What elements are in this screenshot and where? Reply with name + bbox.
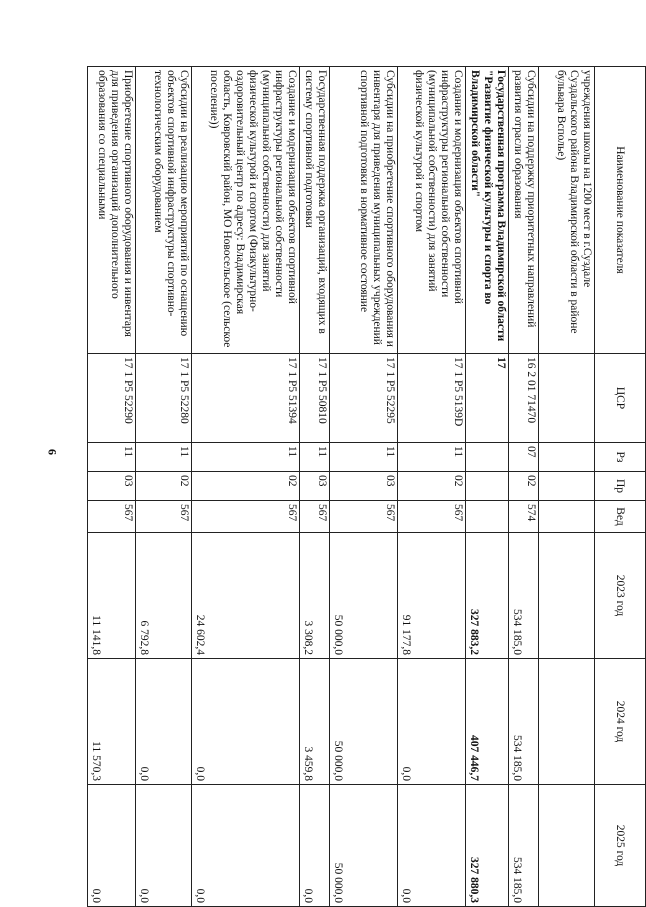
table-row xyxy=(398,67,466,907)
row-2023: 534 185,0 xyxy=(509,533,539,659)
table-row xyxy=(539,67,595,907)
row-ved xyxy=(539,501,595,533)
row-csr: 17 1 Р5 50810 xyxy=(300,354,330,443)
row-csr: 17 xyxy=(466,354,509,443)
row-pr: 02 xyxy=(192,472,300,501)
row-csr: 16 2 01 71470 xyxy=(509,354,539,443)
row-name: Субсидии на реализацию мероприятий по оснащению объектов спортивной инфраструктуры спортивно-технологическим оборудованием xyxy=(136,67,192,354)
row-name: Субсидии на приобретение спортивного оборудования и инвентаря для приведения муниципальных учреждений спортивной подготовки в нормативное состояние xyxy=(330,67,398,354)
row-rz: 11 xyxy=(398,443,466,472)
row-name: учреждения школы на 1200 мест в г.Суздале Суздальского района Владимирской области в районе бульвара Всполье) xyxy=(539,67,595,354)
row-pr xyxy=(539,472,595,501)
header-2025: 2025 год xyxy=(595,785,646,907)
table-row xyxy=(136,67,192,907)
row-2025 xyxy=(539,785,595,907)
header-rz: Рз xyxy=(595,443,646,472)
row-2024: 534 185,0 xyxy=(509,659,539,785)
row-2025: 50 000,0 xyxy=(330,785,398,907)
header-pr: Пр xyxy=(595,472,646,501)
table-header-row xyxy=(595,67,646,907)
row-name: Субсидии на поддержку приоритетных направлений развития отрасли образования xyxy=(509,67,539,354)
row-2024: 0,0 xyxy=(398,659,466,785)
row-ved: 567 xyxy=(192,501,300,533)
row-2025: 0,0 xyxy=(192,785,300,907)
table-row xyxy=(88,67,136,907)
row-ved: 574 xyxy=(509,501,539,533)
row-csr: 17 1 Р5 52280 xyxy=(136,354,192,443)
row-pr: 02 xyxy=(398,472,466,501)
row-ved: 567 xyxy=(88,501,136,533)
row-pr: 03 xyxy=(88,472,136,501)
row-rz: 07 xyxy=(509,443,539,472)
row-rz: 11 xyxy=(330,443,398,472)
row-name: Государственная поддержка организаций, входящих в систему спортивной подготовки xyxy=(300,67,330,354)
row-2023: 3 308,2 xyxy=(300,533,330,659)
row-2023 xyxy=(539,533,595,659)
header-csr: ЦСР xyxy=(595,354,646,443)
row-pr: 02 xyxy=(509,472,539,501)
row-rz: 11 xyxy=(88,443,136,472)
row-csr: 17 1 Р5 52295 xyxy=(330,354,398,443)
table-row xyxy=(509,67,539,907)
row-pr: 03 xyxy=(300,472,330,501)
row-csr: 17 1 Р5 51394 xyxy=(192,354,300,443)
row-ved xyxy=(466,501,509,533)
rotated-page-content xyxy=(90,66,646,906)
row-csr: 17 1 Р5 52290 xyxy=(88,354,136,443)
row-rz xyxy=(539,443,595,472)
row-name: Создание и модернизация объектов спортивной инфраструктуры региональной собственности (муниципальной собственности) для занятий физической культурой и спортом xyxy=(398,67,466,354)
rotated-table-container xyxy=(90,66,646,906)
row-name: Приобретение спортивного оборудования и инвентаря для приведения организаций дополнительного образования со специальными xyxy=(88,67,136,354)
row-rz: 11 xyxy=(136,443,192,472)
row-2024 xyxy=(539,659,595,785)
table-row xyxy=(300,67,330,907)
row-ved: 567 xyxy=(136,501,192,533)
row-2023: 327 883,2 xyxy=(466,533,509,659)
table-row xyxy=(330,67,398,907)
table-row xyxy=(192,67,300,907)
row-2023: 24 602,4 xyxy=(192,533,300,659)
header-2024: 2024 год xyxy=(595,659,646,785)
row-2023: 91 177,8 xyxy=(398,533,466,659)
table-row xyxy=(466,67,509,907)
row-name: Государственная программа Владимирской области "Развитие физической культуры и спорта во Владимирской области" xyxy=(466,67,509,354)
row-2024: 407 446,7 xyxy=(466,659,509,785)
row-2025: 0,0 xyxy=(88,785,136,907)
row-csr xyxy=(539,354,595,443)
row-2025: 327 880,3 xyxy=(466,785,509,907)
row-2024: 0,0 xyxy=(136,659,192,785)
row-pr xyxy=(466,472,509,501)
row-csr: 17 1 Р5 5139D xyxy=(398,354,466,443)
row-2024: 50 000,0 xyxy=(330,659,398,785)
row-2024: 3 459,8 xyxy=(300,659,330,785)
row-2025: 0,0 xyxy=(300,785,330,907)
row-ved: 567 xyxy=(300,501,330,533)
row-2023: 50 000,0 xyxy=(330,533,398,659)
row-ved: 567 xyxy=(330,501,398,533)
row-pr: 02 xyxy=(136,472,192,501)
row-2023: 11 141,8 xyxy=(88,533,136,659)
row-2025: 0,0 xyxy=(398,785,466,907)
row-2025: 0,0 xyxy=(136,785,192,907)
header-name: Наименование показателя xyxy=(595,67,646,354)
budget-table xyxy=(87,66,646,907)
row-rz: 11 xyxy=(192,443,300,472)
row-name: Создание и модернизация объектов спортивной инфраструктуры региональной собственности (муниципальной собственности) для занятий физической культурой и спортом (Физкультурно-оздоровительный центр по адресу: Владимирская область, Ковровский район, МО Новосельское (сельское поселение)) xyxy=(192,67,300,354)
row-2024: 0,0 xyxy=(192,659,300,785)
row-rz xyxy=(466,443,509,472)
row-2023: 6 792,8 xyxy=(136,533,192,659)
header-ved: Вед xyxy=(595,501,646,533)
header-2023: 2023 год xyxy=(595,533,646,659)
page-number: 6 xyxy=(45,449,60,455)
row-pr: 03 xyxy=(330,472,398,501)
row-rz: 11 xyxy=(300,443,330,472)
row-2024: 11 570,3 xyxy=(88,659,136,785)
row-2025: 534 185,0 xyxy=(509,785,539,907)
row-ved: 567 xyxy=(398,501,466,533)
